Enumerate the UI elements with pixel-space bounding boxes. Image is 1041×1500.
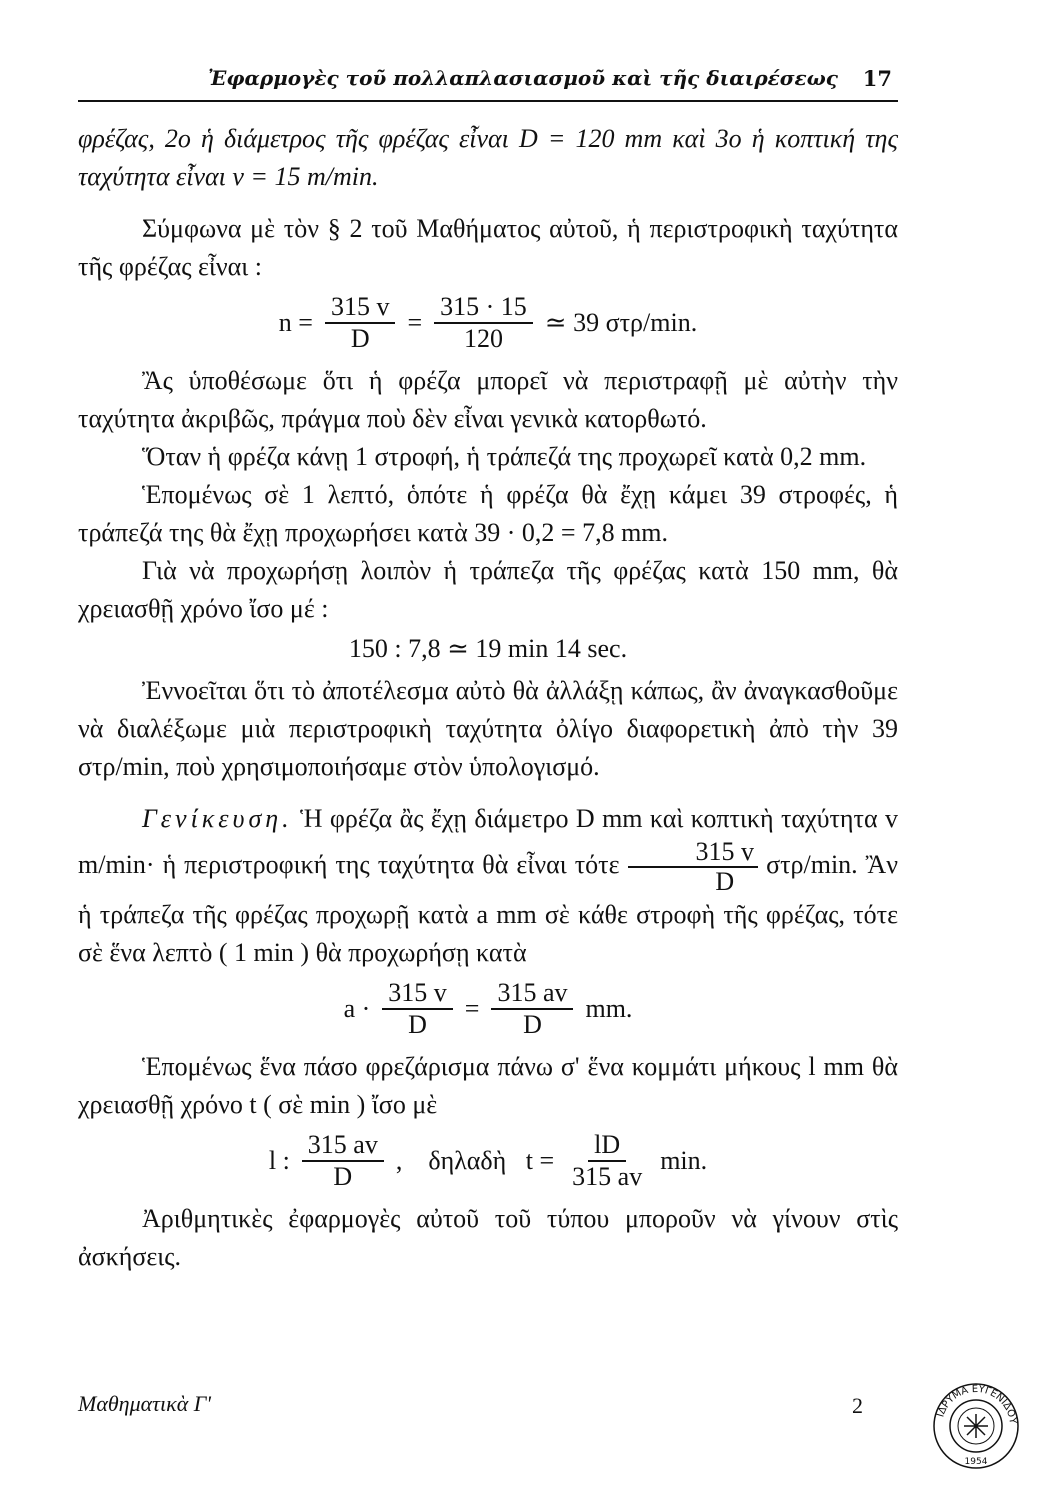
fraction-1: [382, 978, 453, 1040]
fraction-numerator: lD: [588, 1130, 626, 1162]
running-title: Ἐφαρμογὲς τοῦ πολλαπλασιασμοῦ καὶ τῆς διαιρέσεως: [208, 66, 838, 90]
fraction-denominator: D: [523, 1010, 542, 1039]
fraction-2: [566, 1130, 648, 1192]
formula-lhs: a ·: [343, 994, 371, 1023]
signature-number: 2: [852, 1393, 863, 1418]
fraction-2: [491, 978, 573, 1040]
fraction-numerator: 315 v: [628, 838, 759, 868]
fraction-numerator: 315 v: [325, 292, 396, 324]
fraction-denominator: 315 av: [572, 1162, 643, 1191]
paragraph-1: φρέζας, 2ο ἡ διάμετρος τῆς φρέζας εἶναι D = 120 mm καὶ 3ο ἡ κοπτική της ταχύτητα εἶναι v = 15 m/min.: [78, 124, 898, 191]
formula-middle: , δηλαδὴ t =: [395, 1146, 555, 1175]
paragraph-2: Σύμφωνα μὲ τὸν § 2 τοῦ Μαθήματος αὐτοῦ, ἡ περιστροφικὴ ταχύτητα τῆς φρέζας εἶναι :: [78, 214, 898, 281]
paragraph-4: Ὅταν ἡ φρέζα κάνῃ 1 στροφή, ἡ τράπεζά της προχωρεῖ κατὰ 0,2 mm.: [142, 442, 867, 471]
foundation-seal-icon: [930, 1380, 1022, 1472]
fraction-numerator: 315 av: [302, 1130, 384, 1162]
fraction-1: [325, 292, 396, 354]
paragraph-3: Ἂς ὑποθέσωμε ὅτι ἡ φρέζα μπορεῖ νὰ περιστραφῇ μὲ αὐτὴν τὴν ταχύτητα ἀκριβῶς, πράγμα ποὺ δὲν εἶναι γενικὰ κατορθωτό.: [78, 366, 898, 433]
equals-sign: =: [464, 994, 480, 1023]
paragraph-9: Ἑπομένως ἕνα πάσο φρεζάρισμα πάνω σ' ἕνα κομμάτι μήκους l mm θὰ χρειασθῇ χρόνο t ( σὲ min ) ἴσο μὲ: [78, 1052, 898, 1119]
section-label: Γενίκευση.: [142, 804, 293, 833]
paragraph-6: Γιὰ νὰ προχωρήσῃ λοιπὸν ἡ τράπεζα τῆς φρέζας κατὰ 150 mm, θὰ χρειασθῇ χρόνο ἴσο μέ :: [78, 556, 898, 623]
formula-unit: min.: [660, 1146, 708, 1175]
formula-rotation-speed: [78, 292, 898, 354]
formula-time: [78, 634, 898, 664]
fraction-denominator: D: [350, 324, 370, 353]
formula-lhs: n =: [278, 308, 313, 337]
paragraph-8-text-b: στρ/min. Ἂν ἡ τράπεζα τῆς φρέζας προχωρῇ κατὰ a mm σὲ κάθε στροφὴ τῆς φρέζας, τότε σὲ ἕνα λεπτὸ ( 1 min ) θὰ προχωρήσῃ κατὰ: [78, 849, 899, 967]
fraction-numerator: 315 v: [382, 978, 453, 1010]
fraction-numerator: 315 · 15: [434, 292, 533, 324]
book-title: Μαθηματικὰ Γ': [78, 1391, 211, 1416]
page-number: 17: [862, 66, 892, 91]
formula-unit: mm.: [585, 994, 633, 1023]
equals-sign: =: [407, 308, 423, 337]
svg-text:ΙΔΡΥΜΑ ΕΥΓΕΝΙΔΟΥ: ΙΔΡΥΜΑ ΕΥΓΕΝΙΔΟΥ: [935, 1383, 1019, 1425]
formula-general-time: [78, 1130, 898, 1192]
svg-text:1954: 1954: [964, 1457, 988, 1467]
paragraph-7: Ἐννοεῖται ὅτι τὸ ἀποτέλεσμα αὐτὸ θὰ ἀλλάξῃ κάπως, ἂν ἀναγκασθοῦμε νὰ διαλέξωμε μιὰ περιστροφικὴ ταχύτητα ὀλίγο διαφορετικὴ ἀπὸ τὴν 39 στρ/min, ποὺ χρησιμοποιήσαμε στὸν ὑπολογισμό.: [78, 676, 898, 781]
formula-advance: [78, 978, 898, 1040]
paragraph-5: Ἑπομένως σὲ 1 λεπτό, ὁπότε ἡ φρέζα θὰ ἔχῃ κάμει 39 στροφές, ἡ τράπεζά της θὰ ἔχῃ προχωρήσει κατὰ 39 · 0,2 = 7,8 mm.: [78, 480, 898, 547]
fraction-1: [302, 1130, 384, 1192]
document-page: [78, 60, 898, 1276]
fraction-numerator: 315 av: [491, 978, 573, 1010]
fraction-2: [434, 292, 533, 354]
page-header: [78, 60, 898, 102]
fraction-denominator: D: [333, 1162, 353, 1191]
formula-result: ≃ 39 στρ/min.: [544, 308, 698, 337]
formula-time-text: 150 : 7,8 ≃ 19 min 14 sec.: [348, 634, 628, 663]
paragraph-10: Ἀριθμητικὲς ἐφαρμογὲς αὐτοῦ τοῦ τύπου μποροῦν νὰ γίνουν στὶς ἀσκήσεις.: [78, 1204, 898, 1271]
paragraph-8-text-a: Ἡ φρέζα ἂς ἔχῃ διάμετρο D mm καὶ κοπτικὴ ταχύτητα v m/min· ἡ περιστροφική της ταχύτητα θὰ εἶναι τότε: [78, 804, 898, 879]
inline-fraction: [628, 838, 759, 896]
fraction-denominator: D: [408, 1010, 427, 1039]
paragraph-8: [78, 800, 898, 972]
formula-lhs: l :: [268, 1146, 290, 1175]
fraction-denominator: D: [715, 867, 735, 896]
fraction-denominator: 120: [463, 324, 503, 353]
